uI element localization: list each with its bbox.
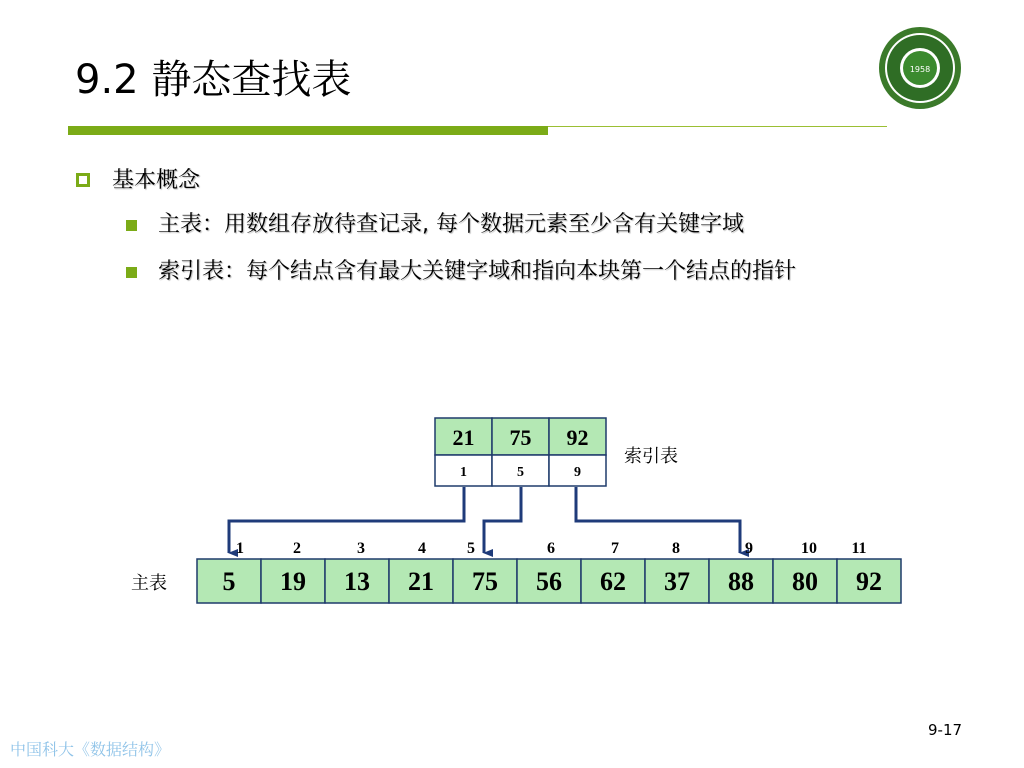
main-table-index: 9 (745, 540, 753, 557)
main-table-value: 62 (600, 567, 626, 596)
index-pointer: 5 (517, 465, 524, 480)
main-table-value: 5 (222, 567, 236, 596)
pointer-arrows (229, 487, 740, 553)
main-table-index: 10 (801, 540, 817, 557)
index-table (435, 418, 606, 486)
main-table-index: 5 (467, 540, 475, 557)
main-table-value: 37 (664, 567, 690, 596)
main-table-value: 19 (280, 567, 306, 596)
index-key: 92 (566, 425, 589, 450)
index-pointer: 1 (460, 465, 467, 480)
main-table-index: 1 (236, 540, 244, 557)
main-table-index: 4 (418, 540, 426, 557)
slide-title: 9.2 静态查找表 (75, 57, 352, 103)
main-table-value: 88 (728, 567, 754, 596)
main-table-index: 11 (851, 540, 867, 557)
pointer-arrow (576, 487, 740, 553)
footer-course-name: 中国科大《数据结构》 (10, 740, 171, 759)
index-key: 75 (509, 425, 532, 450)
main-table-value: 56 (536, 567, 562, 596)
main-table-index: 8 (672, 540, 680, 557)
index-pointer: 9 (574, 465, 581, 480)
main-table-value: 75 (472, 567, 498, 596)
main-table-value: 92 (856, 567, 882, 596)
main-table-index: 2 (293, 540, 301, 557)
index-table-label: 索引表 (624, 446, 678, 467)
main-table-indices (236, 540, 867, 557)
main-table-index: 7 (611, 540, 619, 557)
index-key: 21 (452, 425, 475, 450)
logo-year: 1958 (909, 65, 931, 74)
page-number: 9-17 (928, 721, 963, 739)
main-table-value: 80 (792, 567, 818, 596)
main-table-index: 3 (357, 540, 365, 557)
main-table-value: 13 (344, 567, 370, 596)
main-table-index: 6 (547, 540, 555, 557)
pointer-arrow (229, 487, 464, 553)
pointer-arrow (484, 487, 521, 553)
main-table-value: 21 (408, 567, 434, 596)
bullet-text: 索引表：每个结点含有最大关键字域和指向本块第一个结点的指针 (158, 259, 797, 284)
bullet-text: 基本概念 (112, 168, 201, 193)
main-table (197, 559, 901, 603)
bullet-text: 主表：用数组存放待查记录, 每个数据元素至少含有关键字域 (158, 212, 744, 237)
main-table-label: 主表 (131, 573, 167, 594)
